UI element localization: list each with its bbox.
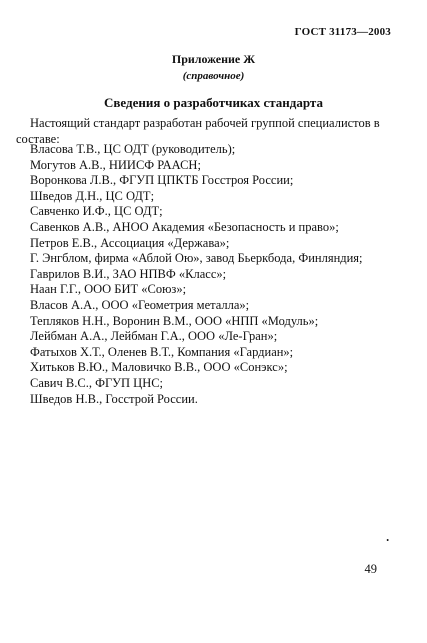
list-item: Хитьков В.Ю., Маловичко В.В., ООО «Сонэкс»; — [30, 360, 288, 375]
list-item: Шведов Н.В., Госстрой России. — [30, 391, 198, 406]
list-item: Савич В.С., ФГУП ЦНС; — [30, 375, 164, 390]
list-item: Лейбман А.А., Лейбман Г.А., ООО «Ле-Гран»; — [30, 329, 278, 344]
print-mark: • — [386, 536, 389, 545]
list-item: Могутов А.В., НИИСФ РААСН; — [30, 157, 201, 172]
list-item: Петров Е.В., Ассоциация «Держава»; — [30, 235, 230, 250]
list-item: Воронкова Л.В., ФГУП ЦПКТБ Госстроя России; — [30, 173, 294, 188]
intro-paragraph: Настоящий стандарт разработан рабочей группой специалистов в составе: — [16, 116, 380, 146]
list-item: Г. Энгблом, фирма «Аблой Ою», завод Бьеркбода, Финляндия; — [30, 251, 363, 266]
list-item: Фатыхов Х.Т., Оленев В.Т., Компания «Гардиан»; — [30, 344, 294, 359]
section-title: Сведения о разработчиках стандарта — [104, 95, 323, 110]
appendix-title: Приложение Ж — [171, 52, 256, 66]
list-item: Савенков А.В., АНОО Академия «Безопасность и право»; — [30, 219, 339, 234]
list-item: Тепляков Н.Н., Воронин В.М., ООО «НПП «Модуль»; — [30, 313, 319, 328]
page-number: 49 — [364, 562, 377, 576]
list-item: Савченко И.Ф., ЦС ОДТ; — [30, 204, 163, 219]
list-item: Власов А.А., ООО «Геометрия металла»; — [30, 297, 250, 312]
standard-code: ГОСТ 31173—2003 — [294, 26, 391, 38]
list-item: Шведов Д.Н., ЦС ОДТ; — [30, 188, 155, 203]
list-item: Власова Т.В., ЦС ОДТ (руководитель); — [30, 142, 236, 156]
appendix-kind: (справочное) — [182, 70, 245, 82]
list-item: Наан Г.Г., ООО БИТ «Союз»; — [30, 282, 187, 297]
developers-list — [30, 142, 363, 407]
list-item: Гаврилов В.И., ЗАО НПВФ «Класс»; — [30, 266, 227, 281]
